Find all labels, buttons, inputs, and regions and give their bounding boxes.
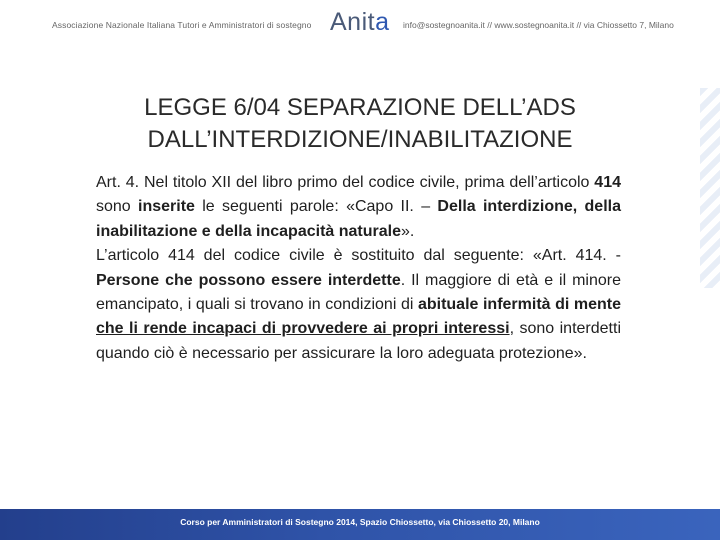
footer-text: Corso per Amministratori di Sostegno 2014, Spazio Chiossetto, via Chiossetto 20, Milano (180, 517, 540, 527)
p2-underlined-phrase: che li rende incapaci di provvedere ai propri interessi (96, 320, 510, 338)
p1-text-3: le seguenti parole: «Capo II. – (194, 198, 438, 216)
footer-bar (0, 509, 720, 540)
title-line-2: DALL’INTERDIZIONE/INABILITAZIONE (147, 126, 573, 154)
paragraph-art-4 (96, 171, 621, 244)
p1-bold-capo-ii: Della interdizione, della inabilitazione e della incapacità naturale (96, 198, 621, 240)
p1-bold-414: 414 (594, 174, 621, 191)
p2-text-3: , sono interdetti quando ciò è necessario per assicurare la loro adeguata protezione». (96, 320, 621, 362)
p2-text-1: L’articolo 414 del codice civile è sostituito dal seguente: «Art. 414. - (96, 247, 621, 265)
p1-text-2: sono (96, 198, 139, 216)
logo-text: Anit (330, 8, 376, 36)
contact-info: info@sostegnoanita.it // www.sostegnoanita.it // via Chiossetto 7, Milano (403, 20, 674, 30)
title-line-1: LEGGE 6/04 SEPARAZIONE DELL’ADS (144, 94, 576, 122)
slide-body (96, 171, 621, 366)
association-name: Associazione Nazionale Italiana Tutori e Amministratori di sostegno (52, 20, 312, 30)
decorative-stripes (700, 88, 720, 288)
logo-accent: a (375, 8, 390, 36)
slide-title (60, 92, 660, 156)
p2-bold-persone: Persone che possono essere interdette (96, 271, 401, 289)
anita-logo (330, 8, 390, 37)
paragraph-art-414 (96, 244, 621, 366)
p1-text-1: Art. 4. Nel titolo XII del libro primo del codice civile, prima dell’articolo (96, 174, 595, 191)
p2-text-2: . Il maggiore di età e il minore emancipato, i quali si trovano in condizioni di (96, 271, 621, 314)
p1-text-4: ». (400, 222, 415, 240)
slide-header (0, 0, 720, 58)
p1-bold-inserite: inserite (138, 198, 195, 216)
p2-bold-infermita: abituale infermità di mente (417, 296, 621, 314)
